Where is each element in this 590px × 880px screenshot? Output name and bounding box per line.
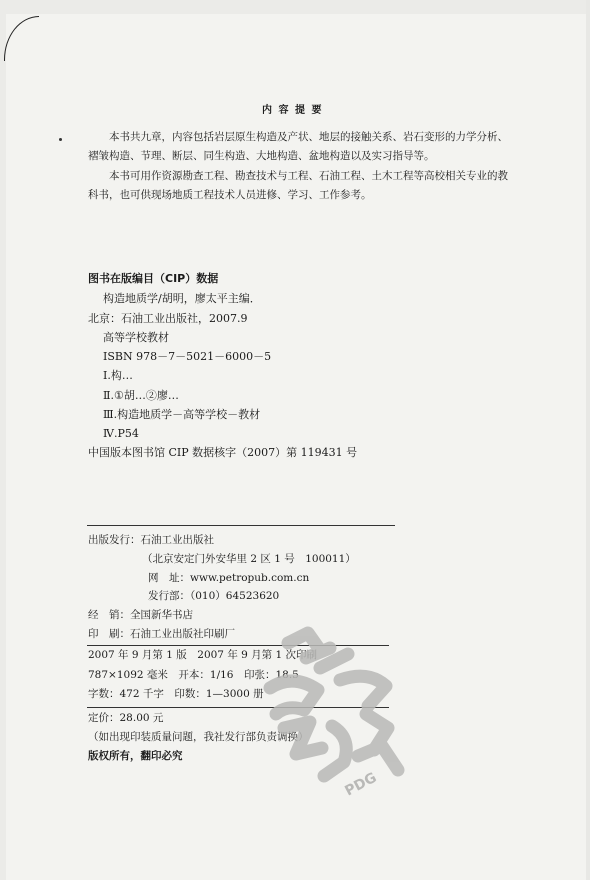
- count-line: 字数：472 千字 印数：1—3000 册: [88, 688, 264, 700]
- summary-line-2: 褶皱构造、节理、断层、同生构造、大地构造、盆地构造以及实习指导等。: [88, 150, 435, 162]
- phone-line: 发行部：（010）64523620: [148, 590, 280, 602]
- summary-line-4: 科书，也可供现场地质工程技术人员进修、学习、工作参考。: [88, 189, 372, 201]
- watermark-seal: [248, 618, 416, 814]
- cip-line-4: ISBN 978－7－5021－6000－5: [103, 350, 272, 363]
- watermark-label: PDG: [342, 769, 380, 800]
- summary-line-1: 本书共九章，内容包括岩层原生构造及产状、地层的接触关系、岩石变形的力学分析、: [109, 131, 508, 143]
- cip-line-5: Ⅰ.构…: [103, 369, 133, 382]
- edition-line: 2007 年 9 月第 1 版 2007 年 9 月第 1 次印刷: [88, 649, 318, 661]
- price-line: 定价：28.00 元: [88, 712, 164, 724]
- divider-top: [87, 525, 395, 526]
- cip-title: 图书在版编目（CIP）数据: [88, 272, 219, 285]
- format-line: 787×1092 毫米 开本：1/16 印张：18.5: [88, 669, 299, 681]
- cip-line-8: Ⅳ.P54: [103, 427, 139, 440]
- cip-line-3: 高等学校教材: [103, 331, 169, 344]
- printer-line: 印 刷：石油工业出版社印刷厂: [88, 628, 235, 640]
- quality-note: （如出现印装质量问题，我社发行部负责调换）: [88, 731, 309, 743]
- scan-edge-left: [0, 0, 6, 880]
- summary-line-3: 本书可用作资源勘查工程、勘查技术与工程、石油工程、土木工程等高校相关专业的教: [109, 170, 508, 182]
- rights-line: 版权所有，翻印必究: [88, 750, 183, 762]
- cip-line-1: 构造地质学/胡明，廖太平主编．: [103, 292, 261, 305]
- summary-heading: 内 容 提 要: [262, 105, 323, 116]
- scan-speck: [59, 138, 62, 141]
- cip-line-7: Ⅲ.构造地质学－高等学校－教材: [103, 408, 261, 421]
- cip-line-6: Ⅱ.①胡…②廖…: [103, 389, 179, 402]
- cip-footer: 中国版本图书馆 CIP 数据核字（2007）第 119431 号: [88, 446, 358, 459]
- address-line: （北京安定门外安华里 2 区 1 号 100011）: [142, 553, 356, 565]
- website-line: 网 址：www.petropub.com.cn: [148, 572, 310, 584]
- publisher-line: 出版发行：石油工业出版社: [88, 534, 214, 546]
- page-curl-mark: [4, 16, 39, 61]
- scan-edge-top: [0, 0, 590, 14]
- distributor-line: 经 销：全国新华书店: [88, 609, 193, 621]
- scan-edge-right: [586, 0, 590, 880]
- cip-line-2: 北京：石油工业出版社，2007.9: [88, 312, 248, 325]
